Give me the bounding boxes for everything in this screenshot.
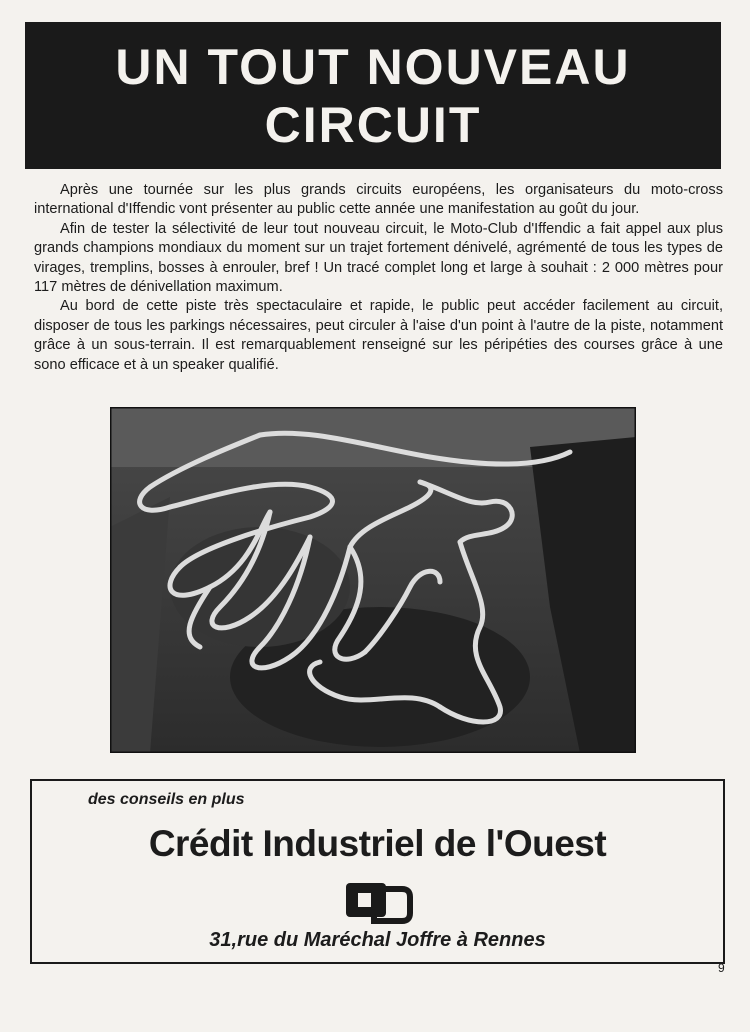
headline-banner (25, 22, 721, 169)
headline-line-2: CIRCUIT (264, 96, 482, 153)
bank-advert (30, 779, 725, 964)
aerial-circuit-photo (110, 407, 636, 753)
circuit-photo-illustration (110, 407, 636, 753)
headline-line-1: UN TOUT NOUVEAU (115, 38, 631, 95)
advert-tagline: des conseils en plus (88, 791, 245, 808)
article-paragraph: Afin de tester la sélectivité de leur tout nouveau circuit, le Moto-Club d'Iffendic a fait appel aux plus grands champions mondiaux du moment sur un trajet fortement dénivelé, agrémenté de tous les types de virages, tremplins, bosses à enrouler, bref ! Un tracé complet long et large à souhait : 2 000 mètres pour 117 mètres de dénivellation maximum. (34, 220, 723, 296)
cio-logo-icon (344, 879, 414, 930)
advert-bank-name: Crédit Industriel de l'Ouest (148, 823, 607, 864)
article-body (34, 181, 723, 375)
page-number: 9 (718, 961, 725, 975)
article-paragraph: Après une tournée sur les plus grands circuits européens, les organisateurs du moto-cross international d'Iffendic vont présenter au public cette année une manifestation au goût du jour. (34, 182, 723, 218)
article-paragraph: Au bord de cette piste très spectaculaire et rapide, le public peut accéder facilement au circuit, disposer de tous les parkings nécessaires, peut circuler à l'aise d'un point à l'autre de la piste, notamment grâce à un sous-terrain. Il est remarquablement renseigné sur les péripéties des courses grâce à une sono efficace et à un speaker qualifié. (34, 298, 723, 373)
advert-address: 31,rue du Maréchal Joffre à Rennes (209, 929, 546, 951)
